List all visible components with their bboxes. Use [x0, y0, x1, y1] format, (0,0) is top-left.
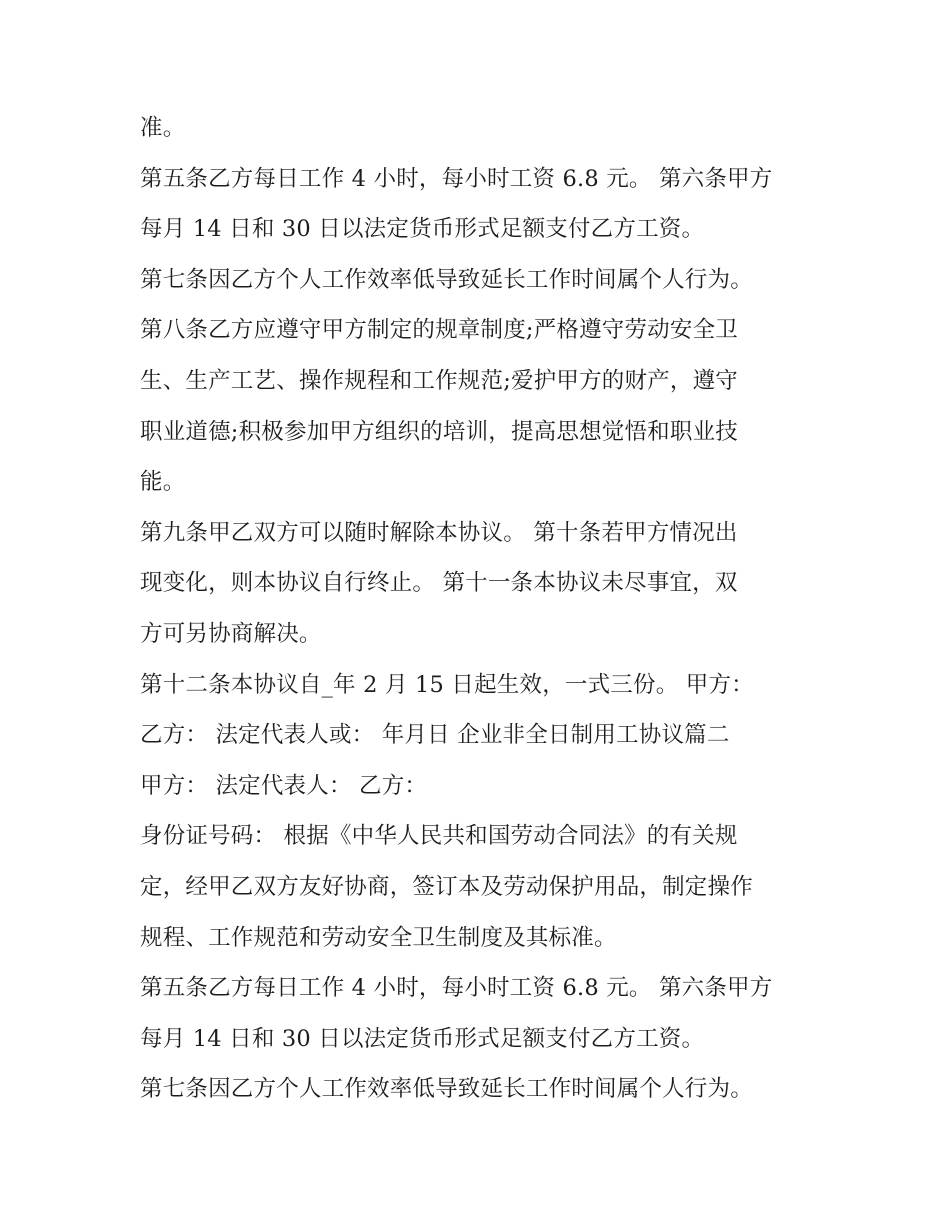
text-line: 方可另协商解决。 — [140, 620, 322, 647]
text-line: 生、生产工艺、操作规程和工作规范;爱护甲方的财产，遵守 — [140, 367, 738, 394]
text-line: 每月 14 日和 30 日以法定货币形式足额支付乙方工资。 — [140, 216, 705, 243]
text-line: 甲方： 法定代表人： 乙方： — [140, 772, 428, 799]
text-line: 第七条因乙方个人工作效率低导致延长工作时间属个人行为。 — [140, 266, 753, 293]
text-line: 第九条甲乙双方可以随时解除本协议。 第十条若甲方情况出 — [140, 519, 738, 546]
text-line: 身份证号码： 根据《中华人民共和国劳动合同法》的有关规 — [140, 823, 738, 850]
text-line: 定，经甲乙双方友好协商，签订本及劳动保护用品，制定操作 — [140, 873, 753, 900]
text-line: 职业道德;积极参加甲方组织的培训，提高思想觉悟和职业技 — [140, 418, 738, 445]
text-line: 第十二条本协议自_年 2 月 15 日起生效，一式三份。 甲方： — [140, 671, 754, 698]
text-line: 第五条乙方每日工作 4 小时，每小时工资 6.8 元。 第六条甲方 — [140, 975, 773, 1002]
text-line: 规程、工作规范和劳动安全卫生制度及其标准。 — [140, 924, 617, 951]
text-line: 第五条乙方每日工作 4 小时，每小时工资 6.8 元。 第六条甲方 — [140, 165, 773, 192]
text-line: 现变化，则本协议自行终止。 第十一条本协议未尽事宜，双 — [140, 570, 738, 597]
text-line: 能。 — [140, 469, 186, 496]
text-line: 第七条因乙方个人工作效率低导致延长工作时间属个人行为。 — [140, 1076, 753, 1103]
text-line: 准。 — [140, 115, 186, 141]
text-line: 乙方： 法定代表人或： 年月日 企业非全日制用工协议篇二 — [140, 722, 730, 749]
text-line: 每月 14 日和 30 日以法定货币形式足额支付乙方工资。 — [140, 1025, 705, 1052]
text-line: 第八条乙方应遵守甲方制定的规章制度;严格遵守劳动安全卫 — [140, 317, 738, 344]
document-body — [140, 103, 840, 1115]
